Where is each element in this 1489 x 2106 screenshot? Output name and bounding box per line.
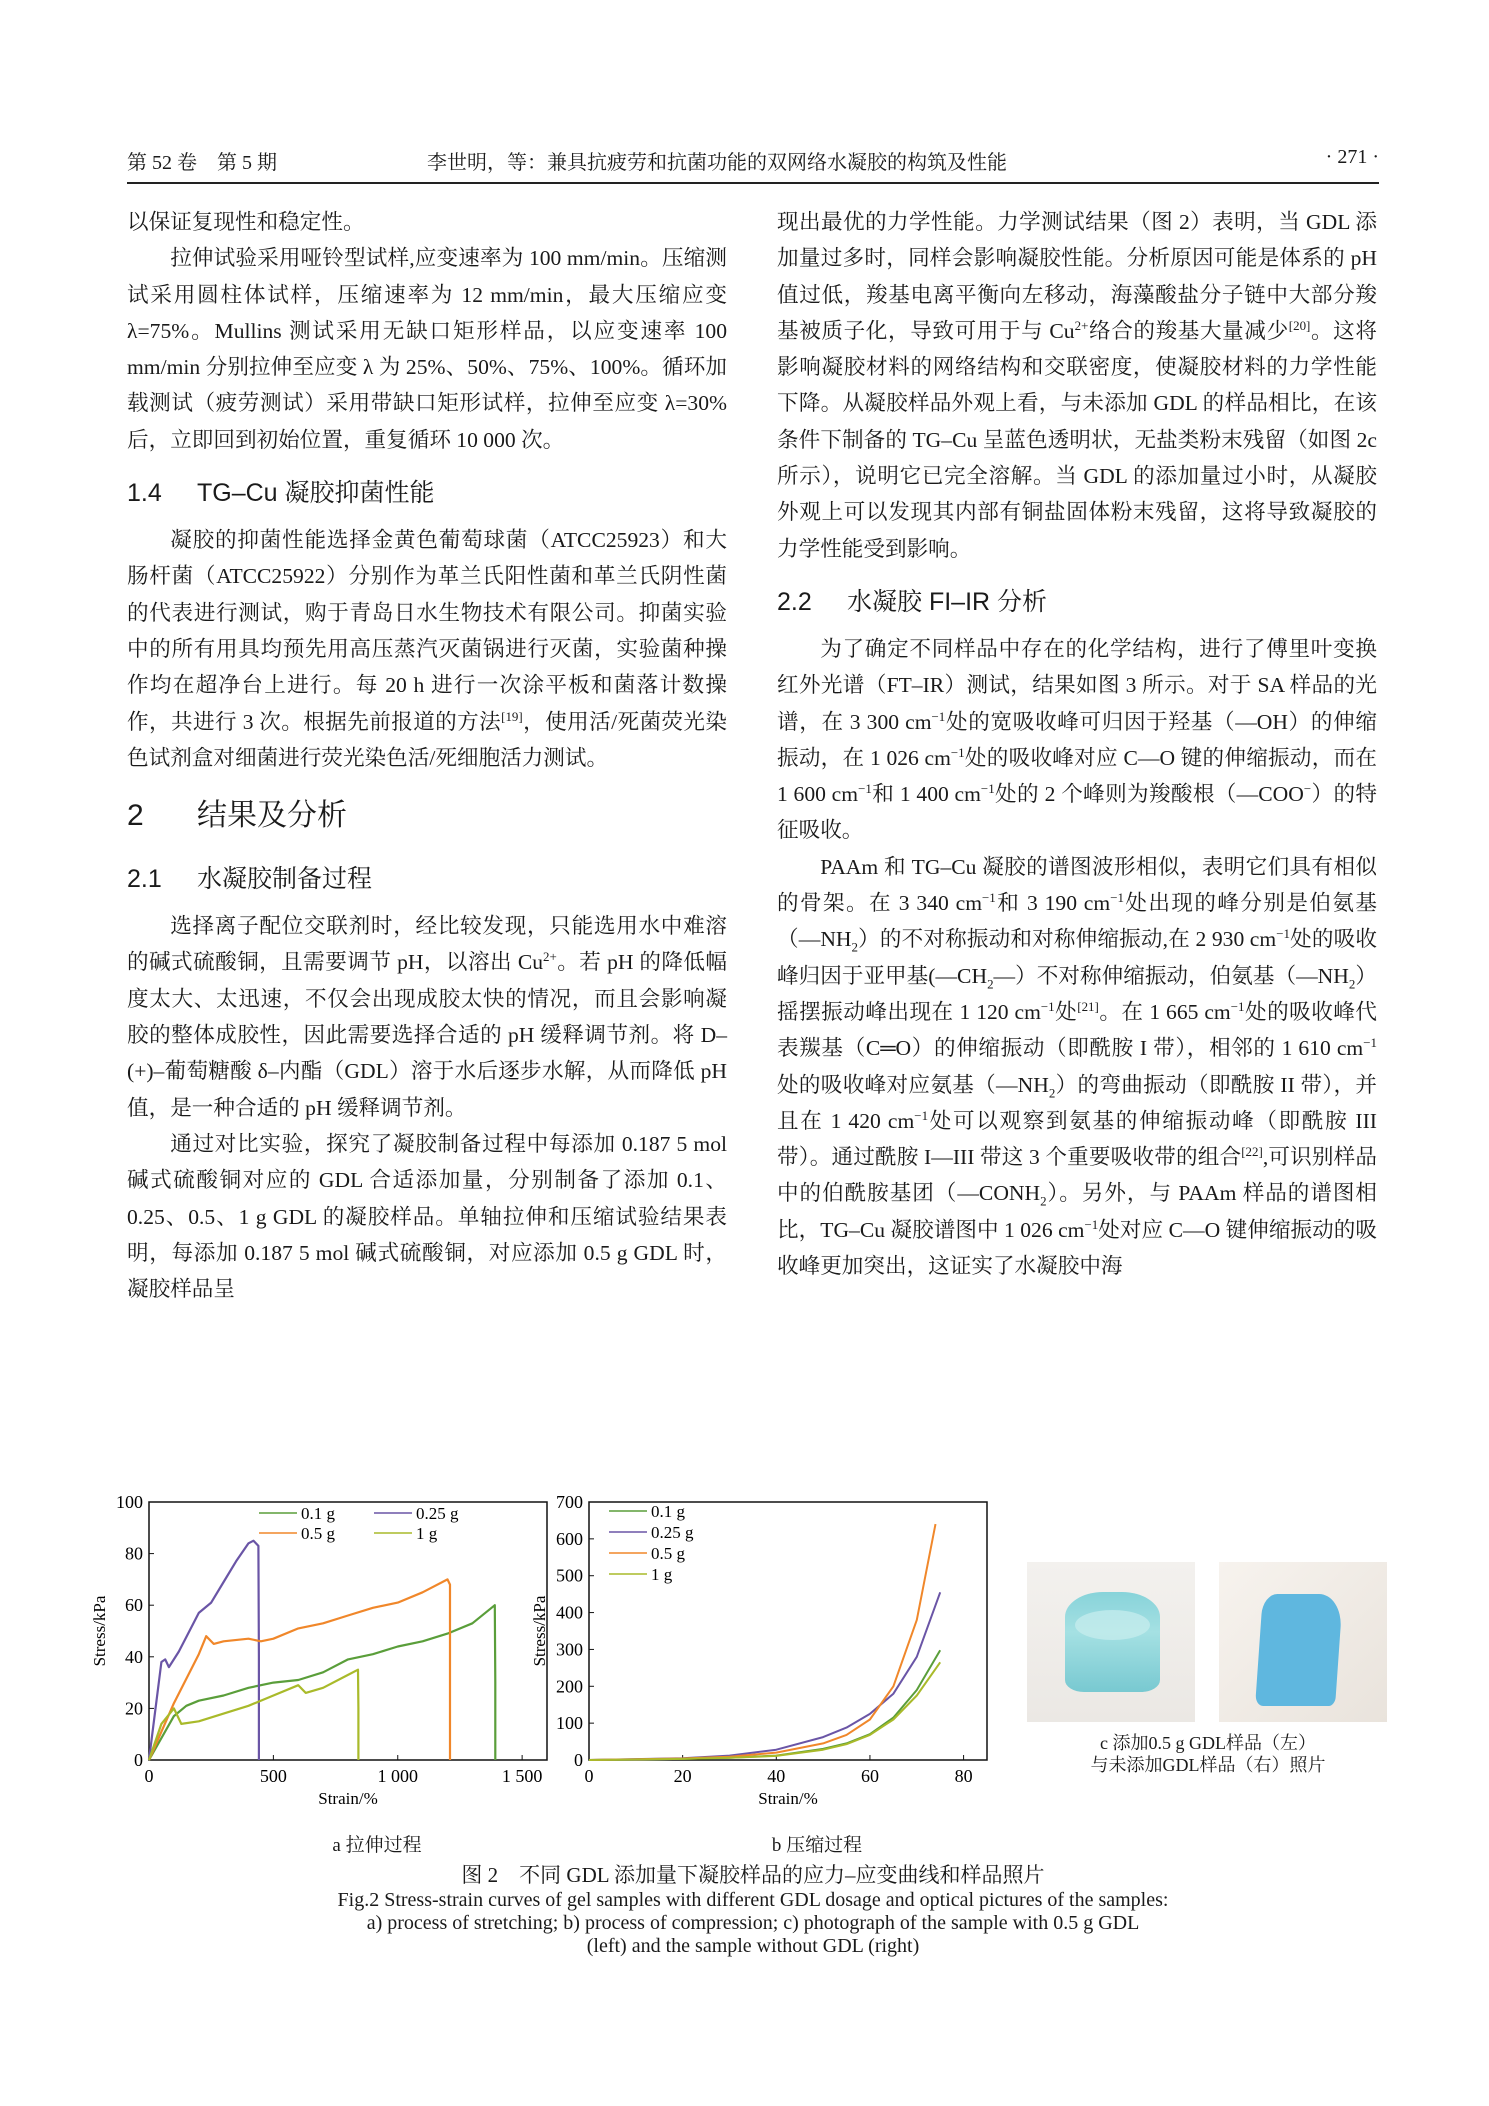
- paragraph: 现出最优的力学性能。力学测试结果（图 2）表明，当 GDL 添加量过多时，同样会影响凝胶性能。分析原因可能是体系的 pH 值过低，羧基电离平衡向左移动，海藻酸盐分子链中大部分羧基被质子化，导致可用于与 $Cu^{2+}$络合的羧基大量减少[20]。这将影响凝胶材料的网络结构和交联密度，使凝胶材料的力学性能下降。从凝胶样品外观上看，与未添加 GDL 的样品相比，在该条件下制备的 TG–Cu 呈蓝色透明状，无盐类粉末残留（如图 2c 所示），说明它已完全溶解。当 GDL 的添加量过小时，从凝胶外观上可以发现其内部有铜盐固体粉末残留，这将导致凝胶的力学性能受到影响。: [777, 210, 1377, 561]
- x-tick-label: 40: [767, 1766, 786, 1786]
- right-column: [777, 204, 1377, 1284]
- sample-photos: [1027, 1562, 1387, 1722]
- series-line-1g: [149, 1670, 358, 1760]
- page-number: · 271 ·: [1325, 146, 1379, 168]
- header-rule: [127, 182, 1379, 184]
- x-tick-label: 80: [954, 1766, 973, 1786]
- y-tick-label: 0: [574, 1750, 583, 1770]
- running-title: 李世明，等：兼具抗疲劳和抗菌功能的双网络水凝胶的构筑及性能: [427, 152, 1007, 174]
- opaque-gel-image: [1255, 1594, 1343, 1706]
- x-tick-label: 20: [673, 1766, 692, 1786]
- photo-with-gdl: [1027, 1562, 1195, 1722]
- legend-label: 0.25 g: [416, 1504, 459, 1523]
- section-heading-2-2: 2.2 水凝胶 FI–IR 分析: [777, 587, 1048, 616]
- y-tick-label: 100: [556, 1713, 583, 1734]
- x-tick-label: 0: [584, 1766, 594, 1786]
- series-line-0.25g: [149, 1541, 259, 1760]
- series-line-0.5g: [149, 1579, 450, 1760]
- legend-label: 1 g: [416, 1524, 438, 1543]
- series-line-1g: [589, 1662, 940, 1760]
- plot-area: [149, 1502, 547, 1760]
- running-header: [127, 146, 1379, 172]
- x-tick-label: 0: [144, 1766, 154, 1786]
- series-line-0.1g: [589, 1650, 940, 1760]
- section-heading-1-4: 1.4 TG–Cu 凝胶抑菌性能: [127, 479, 435, 508]
- y-tick-label: 80: [125, 1543, 143, 1564]
- citation[interactable]: [21]: [1077, 998, 1099, 1014]
- series-line-0.1g: [149, 1605, 495, 1760]
- y-tick-label: 500: [556, 1565, 583, 1586]
- legend-label: 0.5 g: [301, 1524, 335, 1543]
- legend-label: 0.1 g: [651, 1502, 685, 1521]
- caption-en-line2: a) process of stretching; b) process of compression; c) photograph of the sample with 0.5 g GDL: [366, 1912, 1140, 1934]
- figure-caption: [127, 1864, 1379, 1958]
- y-tick-label: 20: [125, 1698, 143, 1719]
- citation[interactable]: [20]: [1288, 317, 1311, 333]
- citation[interactable]: [22]: [1241, 1143, 1263, 1159]
- x-tick-label: 60: [860, 1766, 879, 1786]
- section-heading-2-1: 2.1 水凝胶制备过程: [127, 865, 373, 894]
- caption-zh: 图 2 不同 GDL 添加量下凝胶样品的应力–应变曲线和样品照片: [461, 1863, 1045, 1887]
- y-axis-label: Stress/kPa: [90, 1595, 109, 1667]
- caption-en-line3: (left) and the sample without GDL (right): [586, 1935, 920, 1957]
- y-tick-label: 600: [556, 1528, 583, 1549]
- legend-label: 0.5 g: [651, 1544, 685, 1563]
- paragraph: 为了确定不同样品中存在的化学结构，进行了傅里叶变换红外光谱（FT–IR）测试，结果如图 3 所示。对于 SA 样品的光谱，在 3 300 $cm^{-1}$处的宽吸收峰可归因于羟基（—OH）的伸缩振动，在 1 026 $cm^{-1}$处的吸收峰对应 C—O 键的伸缩振动，而在 1 600 $cm^{-1}$和 1 400 $cm^{-1}$处的 2 个峰则为羧酸根（—COO−）的特征吸收。: [777, 636, 1378, 843]
- panel-a-label: a 拉伸过程: [332, 1835, 422, 1856]
- plot-area: [589, 1502, 987, 1760]
- citation[interactable]: [19]: [501, 708, 523, 724]
- chart-compression: [530, 1490, 997, 1820]
- x-axis-label: Strain/%: [758, 1789, 818, 1808]
- legend-label: 1 g: [651, 1565, 673, 1584]
- chart-stretching: [90, 1490, 557, 1820]
- paragraph: 凝胶的抑菌性能选择金黄色葡萄球菌（ATCC25923）和大肠杆菌（ATCC25922）分别作为革兰氏阳性菌和革兰氏阴性菌的代表进行测试，购于青岛日水生物技术有限公司。抑菌实验中的所有用具均预先用高压蒸汽灭菌锅进行灭菌，实验菌种操作均在超净台上进行。每 20 h 进行一次涂平板和菌落计数操作，共进行 3 次。根据先前报道的方法[19]，使用活/死菌荧光染色试剂盒对细菌进行荧光染色活/死细胞活力测试。: [127, 528, 727, 770]
- section-heading-2: 2 结果及分析: [127, 799, 347, 833]
- transparent-gel-image: [1065, 1592, 1160, 1692]
- y-tick-label: 0: [134, 1750, 143, 1770]
- paragraph: 以保证复现性和稳定性。: [127, 210, 365, 234]
- paragraph: 通过对比实验，探究了凝胶制备过程中每添加 0.187 5 mol 碱式硫酸铜对应的 GDL 合适添加量，分别制备了添加 0.1、0.25、0.5、1 g GDL 的凝胶样品。单轴拉伸和压缩试验结果表明，每添加 0.187 5 mol 碱式硫酸铜，对应添加 0.5 g GDL 时，凝胶样品呈: [127, 1131, 727, 1302]
- y-axis-label: Stress/kPa: [530, 1595, 549, 1667]
- paragraph: 选择离子配位交联剂时，经比较发现，只能选用水中难溶的碱式硫酸铜，且需要调节 pH，以溶出 $Cu^{2+}$。若 pH 的降低幅度太大、太迅速，不仅会出现成胶太快的情况，而且会影响凝胶的整体成胶性，因此需要选择合适的 pH 缓释调节剂。将 D–(+)–葡萄糖酸 δ–内酯（GDL）溶于水后逐步水解，从而降低 pH 值，是一种合适的 pH 缓释调节剂。: [127, 914, 727, 1120]
- y-tick-label: 60: [125, 1595, 143, 1616]
- y-tick-label: 400: [556, 1602, 583, 1623]
- volume-issue: 第 52 卷 第 5 期: [127, 152, 277, 174]
- x-axis-label: Strain/%: [318, 1789, 378, 1808]
- left-column: [127, 204, 727, 1307]
- paragraph: PAAm 和 TG–Cu 凝胶的谱图波形相似，表明它们具有相似的骨架。在 3 340 $cm^{-1}$和 3 190 $cm^{-1}$处出现的峰分别是伯氨基$(—NH_2)$的不对称振动和对称伸缩振动,在 2 930 $cm^{-1}$处的吸收峰归因于亚甲基$(—CH_2—)$不对称伸缩振动，伯氨基$(—NH_2)$摇摆振动峰出现在 1 120 $cm^{-1}$处[21]。在 1 665 $cm^{-1}$处的吸收峰代表羰基（C═O）的伸缩振动（即酰胺 I 带），相邻的 1 610 $cm^{-1}$处的吸收峰对应氨基$(—NH_2)$的弯曲振动（即酰胺 II 带），并且在 1 420 $cm^{-1}$处可以观察到氨基的伸缩振动峰（即酰胺 III 带）。通过酰胺 I—III 带这 3 个重要吸收带的组合[22],可识别样品中的伯酰胺基团$(—CONH_2)$。另外，与 PAAm 样品的谱图相比，TG–Cu 凝胶谱图中 1 026 $cm^{-1}$处对应 C—O 键伸缩振动的吸收峰更加突出，这证实了水凝胶中海: [777, 854, 1378, 1279]
- paragraph: 拉伸试验采用哑铃型试样,应变速率为 100 mm/min。压缩测试采用圆柱体试样，压缩速率为 12 mm/min，最大压缩应变 λ=75%。Mullins 测试采用无缺口矩形样品，以应变速率 100 mm/min 分别拉伸至应变 λ 为 25%、50%、75%、100%。循环加载测试（疲劳测试）采用带缺口矩形试样，拉伸至应变 λ=30%后，立即回到初始位置，重复循环 10 000 次。: [127, 246, 727, 452]
- series-line-0.25g: [589, 1592, 940, 1760]
- y-tick-label: 200: [556, 1676, 583, 1697]
- x-tick-label: 1 000: [377, 1766, 418, 1786]
- x-tick-label: 1 500: [501, 1766, 543, 1786]
- panel-c-label: c 添加0.5 g GDL样品（左） 与未添加GDL样品（右）照片: [1090, 1733, 1326, 1775]
- legend-label: 0.1 g: [301, 1504, 335, 1523]
- panel-b-label: b 压缩过程: [771, 1835, 863, 1856]
- y-tick-label: 700: [556, 1492, 583, 1512]
- y-tick-label: 100: [116, 1492, 143, 1512]
- x-tick-label: 500: [259, 1766, 287, 1786]
- caption-en-line1: Fig.2 Stress-strain curves of gel samples with different GDL dosage and optical pictures of the samples:: [337, 1889, 1169, 1911]
- photo-without-gdl: [1219, 1562, 1387, 1722]
- legend-label: 0.25 g: [651, 1523, 694, 1542]
- y-tick-label: 300: [556, 1639, 583, 1660]
- y-tick-label: 40: [125, 1646, 143, 1667]
